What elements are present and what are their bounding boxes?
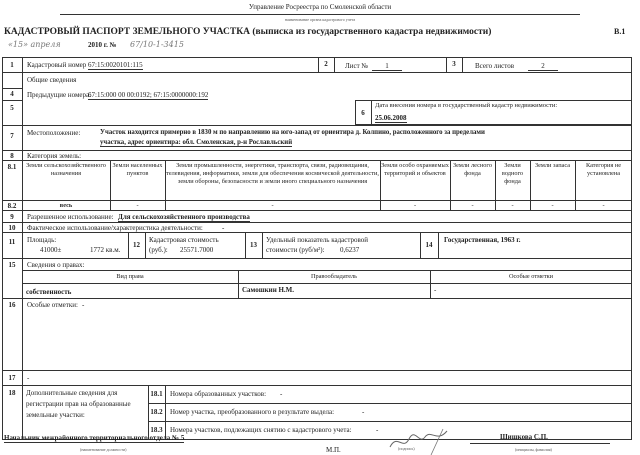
category-header: Земли особо охраняемых территорий и объектов <box>381 162 449 177</box>
actual-use-label: Фактическое использование/характеристика деятельности: <box>27 224 203 232</box>
row-number: 8.1 <box>7 163 17 171</box>
row-number: 10 <box>8 224 16 232</box>
row-number: 17 <box>8 374 16 382</box>
specific-cost-value: 0,6237 <box>340 246 360 254</box>
location-label: Местоположение: <box>27 129 81 137</box>
cadastral-cost-unit: (руб.): <box>149 246 168 254</box>
category-value: - <box>413 202 417 209</box>
cadastral-cost-value: 25571.7000 <box>180 246 214 254</box>
row-number: 3 <box>452 60 456 68</box>
rights-header: Правообладатель <box>310 273 358 280</box>
row-number: 1 <box>10 61 14 69</box>
previous-numbers-value: 67:15:000 00 00:0192; 67:15:0000000:192 <box>88 91 209 99</box>
location-value-line1: Участок находится примерно в 1830 м по направлению на юго-запад от ориентира д. Колпино, расположенного за пределами <box>100 129 485 136</box>
document-title: КАДАСТРОВЫЙ ПАСПОРТ ЗЕМЕЛЬНОГО УЧАСТКА (выписка из государственного кадастра недвижимости) <box>4 27 492 37</box>
right-holder: Самошкин Н.М. <box>242 286 295 294</box>
row-number: 8.2 <box>7 202 17 210</box>
cadastral-number-label: Кадастровый номер <box>27 61 87 69</box>
category-value: - <box>511 202 514 209</box>
category-header: Категория не установлена <box>585 162 622 177</box>
row-number: 8 <box>10 152 14 160</box>
date-year: 2010 г. № <box>88 41 117 49</box>
formed-parcels-label: Номера образованных участков: <box>170 390 267 398</box>
cadastral-number-value: 67:15:0020101:115 <box>88 61 143 69</box>
formed-parcels-value: - <box>280 390 283 398</box>
permitted-use-label: Разрешенное использование: <box>27 213 114 221</box>
row-number: 18 <box>8 389 16 397</box>
stamp-place: М.П. <box>326 446 341 454</box>
row-number: 7 <box>10 132 14 140</box>
right-notes: - <box>434 286 437 294</box>
rights-label: Сведения о правах: <box>27 261 85 269</box>
location-value-line2: участка, адрес ориентира: обл. Смоленская, р-н Рославльский <box>100 139 293 146</box>
row-number: 6 <box>361 109 365 117</box>
row-number: 4 <box>10 90 14 98</box>
land-category-label: Категория земель: <box>27 152 82 160</box>
category-header: Земли запаса <box>534 162 571 169</box>
category-header: Земли населенных пунктов <box>112 162 163 177</box>
actual-use-value: - <box>222 224 225 232</box>
rights-header: Особые отметки <box>508 273 554 280</box>
row-number: 18.3 <box>150 426 163 434</box>
official-name: Шишкова С.П. <box>500 433 548 441</box>
signature <box>385 425 455 455</box>
special-notes-label: Особые отметки: <box>27 301 78 309</box>
row-number: 14 <box>425 241 433 249</box>
category-value: весь <box>59 202 73 209</box>
category-value: - <box>602 202 605 209</box>
row-number: 15 <box>8 261 16 269</box>
category-value: - <box>136 202 139 209</box>
area-label: Площадь: <box>27 236 57 244</box>
registration-date-label: Дата внесения номера в государственный кадастр недвижимости: <box>375 102 558 109</box>
cadastral-cost-label: Кадастровая стоимость <box>149 236 219 244</box>
category-value: - <box>271 202 274 209</box>
form-code: В.1 <box>614 27 626 36</box>
category-value: - <box>471 202 474 209</box>
row17-value: - <box>27 374 30 382</box>
position-caption: (наименование должности) <box>80 447 127 452</box>
category-value: - <box>551 202 554 209</box>
rights-header: Вид права <box>116 273 144 280</box>
ownership-form: Государственная, 1963 г. <box>444 236 521 244</box>
row-number: 2 <box>324 60 328 68</box>
additional-info-label: Дополнительные сведения для регистрации прав на образованные земельные участки: <box>26 389 131 419</box>
transformed-parcel-label: Номер участка, преобразованного в результате выдела: <box>170 408 335 416</box>
row-number: 18.2 <box>150 408 163 416</box>
name-caption: (инициалы, фамилия) <box>515 447 552 452</box>
previous-numbers-label: Предыдущие номера: <box>27 91 92 99</box>
category-header: Земли промышленности, энергетики, транспорта, связи, радиовещания, телевидения, информатики, земли для обеспечения космической деятельности, земли обороны, безопасности и земли иного специального назначения <box>166 162 379 185</box>
document-number: 67/10-1-3415 <box>130 40 184 49</box>
agency-caption: наименование органа кадастрового учета <box>284 17 356 22</box>
area-value: 41000± <box>40 246 62 254</box>
specific-cost-label: Удельный показатель кадастровой <box>266 236 369 244</box>
removed-parcels-value: - <box>376 426 379 434</box>
row-number: 18.1 <box>150 390 163 398</box>
total-sheets-label: Всего листов <box>475 62 515 70</box>
category-header: Земли сельскохозяйственного назначения <box>26 162 106 177</box>
transformed-parcel-value: - <box>362 408 365 416</box>
area-error: 1772 кв.м. <box>90 246 121 254</box>
official-position: Начальник межрайонного территориального отдела № 5 <box>4 434 185 442</box>
registration-date-value: 25.06.2008 <box>375 114 407 122</box>
total-sheets-value: 2 <box>528 62 558 71</box>
row-number: 12 <box>133 241 140 249</box>
sheet-label: Лист № <box>345 62 369 70</box>
category-header: Земли водного фонда <box>501 162 524 185</box>
right-type: собственность <box>26 288 72 296</box>
row-number: 13 <box>250 241 257 249</box>
row-number: 16 <box>8 301 16 309</box>
row-number: 11 <box>8 238 16 246</box>
special-notes-value: - <box>82 301 85 309</box>
row-number: 5 <box>10 104 14 112</box>
date-day: «15» апреля <box>8 40 61 49</box>
category-header: Земли лесного фонда <box>452 162 492 177</box>
specific-cost-unit: стоимости (руб/м²): <box>266 246 325 254</box>
sheet-value: 1 <box>372 62 402 71</box>
removed-parcels-label: Номера участков, подлежащих снятию с кадастрового учета: <box>170 426 352 434</box>
signature-caption: (подпись) <box>398 446 415 451</box>
row-number: 9 <box>10 213 14 221</box>
permitted-use-value: Для сельскохозяйственного производства <box>118 213 250 221</box>
general-info-heading: Общие сведения <box>27 76 77 84</box>
agency-name: Управление Росреестра по Смоленской области <box>248 3 392 11</box>
